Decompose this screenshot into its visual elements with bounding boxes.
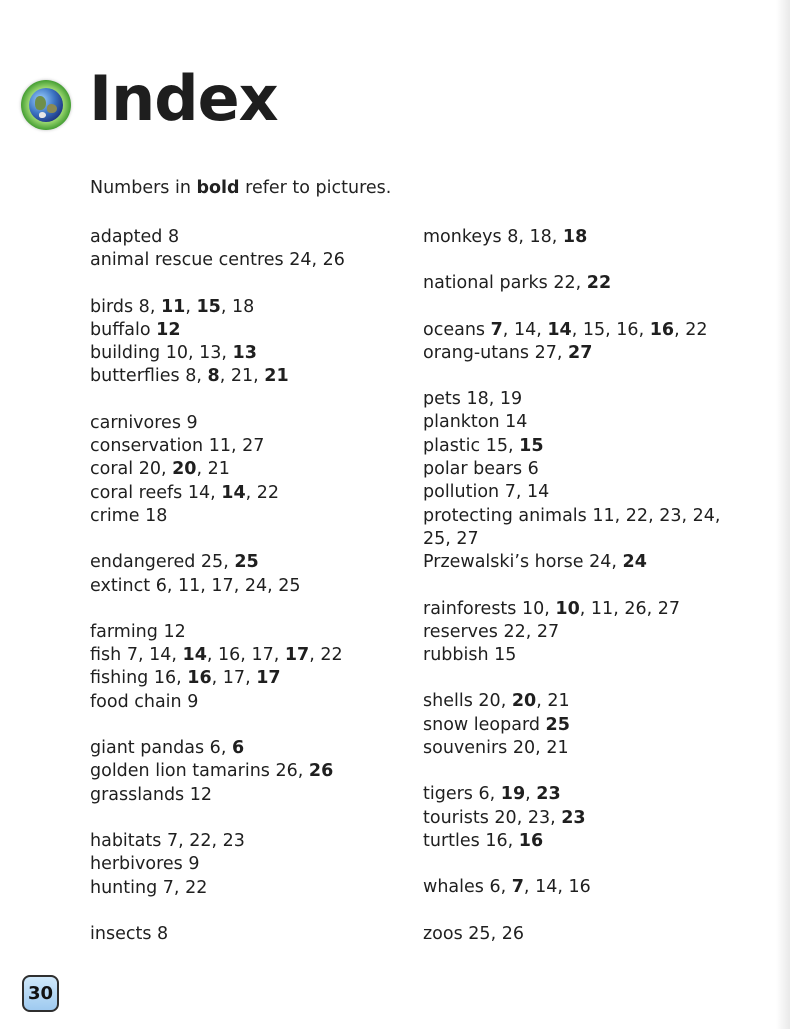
index-entry: giant pandas 6, 6	[90, 738, 245, 759]
index-entry	[90, 853, 345, 876]
index-entry	[423, 644, 723, 667]
index-entry	[90, 691, 345, 714]
page-ref: 16	[568, 877, 591, 898]
index-entry: whales 6, 7, 14, 16	[423, 877, 591, 898]
page-ref: 18	[231, 296, 255, 317]
index-term: oceans	[423, 319, 486, 340]
index-term: endangered	[90, 552, 196, 573]
page-ref: 26	[275, 761, 298, 782]
page-ref: 25	[423, 528, 446, 549]
index-term: zoos	[423, 923, 463, 944]
picture-page-ref: 19	[500, 784, 526, 805]
index-entry: animal rescue centres 24, 26	[90, 250, 345, 271]
page-ref: 21	[230, 366, 254, 387]
index-entry: golden lion tamarins 26, 26	[90, 761, 334, 782]
index-term: pollution	[423, 482, 500, 503]
index-entry: coral reefs 14, 14, 22	[90, 482, 280, 503]
page-ref: 27	[657, 598, 681, 619]
page-ref: 15	[494, 645, 517, 666]
picture-page-ref: 23	[536, 784, 561, 805]
page-ref: 22	[320, 645, 343, 666]
index-term: orang-utans	[423, 342, 530, 363]
index-entry	[90, 226, 345, 249]
page-ref: 16	[485, 830, 508, 851]
page-ref: 15	[485, 435, 509, 456]
picture-page-ref: 17	[284, 645, 310, 666]
earth-land	[35, 96, 46, 110]
page-ref: 10	[165, 343, 188, 364]
picture-page-ref: 22	[586, 273, 612, 294]
index-term: souvenirs	[423, 738, 508, 759]
earth-land	[47, 104, 57, 113]
picture-page-ref: 20	[511, 691, 537, 712]
page-ref: 12	[163, 621, 186, 642]
page-ref: 22	[189, 830, 212, 851]
index-letter-group	[423, 598, 723, 668]
intro-bold-word: bold	[196, 178, 240, 198]
index-entry: national parks 22, 22	[423, 273, 612, 294]
index-entry: endangered 25, 25	[90, 552, 259, 573]
page-ref: 7	[126, 645, 138, 666]
index-letter-group	[90, 412, 345, 528]
page-ref: 8	[167, 227, 180, 247]
page-ref: 6	[527, 459, 539, 480]
index-term: protecting animals	[423, 505, 587, 526]
index-term: tigers	[423, 784, 473, 805]
index-term: hunting	[90, 877, 158, 898]
index-term: food chain	[90, 691, 182, 712]
picture-page-ref: 23	[561, 807, 586, 828]
index-term: giant pandas	[90, 738, 205, 759]
page-ref: 24	[289, 250, 312, 271]
index-term: coral	[90, 459, 134, 480]
page-ref: 22	[256, 482, 280, 503]
page-ref: 24	[692, 505, 715, 526]
index-term: golden lion tamarins	[90, 761, 270, 782]
page-ref: 11	[177, 575, 201, 596]
picture-page-ref: 24	[622, 552, 647, 573]
index-entry: orang-utans 27, 27	[423, 342, 593, 363]
page-ref: 10	[522, 598, 545, 619]
page-ref: 21	[207, 459, 230, 480]
index-term: buffalo	[90, 319, 151, 340]
index-column-left	[90, 226, 345, 969]
page-ref: 7	[504, 482, 516, 503]
index-entry: Przewalski’s horse 24, 24	[423, 552, 647, 573]
page-ref: 16	[616, 319, 639, 340]
index-entry: pets 18, 19	[423, 389, 523, 410]
page-ref: 9	[188, 854, 200, 875]
picture-page-ref: 16	[187, 668, 212, 689]
picture-page-ref: 12	[156, 319, 181, 340]
picture-page-ref: 16	[649, 319, 675, 340]
index-entry: protecting animals 11, 22, 23, 24, 25, 27	[423, 505, 721, 549]
index-term: animal rescue centres	[90, 250, 284, 271]
picture-page-ref: 17	[256, 668, 281, 689]
page-ref: 25	[200, 552, 224, 573]
page-ref: 14	[505, 412, 528, 433]
page-ref: 17	[222, 668, 246, 689]
index-term: plastic	[423, 435, 481, 456]
page-ref: 14	[513, 319, 537, 340]
index-entry: birds 8, 11, 15, 18	[90, 296, 255, 317]
page-ref: 18	[466, 389, 489, 410]
index-column-right	[423, 226, 723, 969]
index-entry: building 10, 13, 13	[90, 343, 257, 364]
index-letter-group	[423, 876, 723, 899]
index-term: monkeys	[423, 227, 502, 247]
index-term: reserves	[423, 621, 498, 642]
index-entry: hunting 7, 22	[90, 877, 208, 898]
index-letter-group	[90, 923, 345, 946]
page-ref: 27	[456, 528, 479, 549]
index-term: rubbish	[423, 645, 489, 666]
index-term: carnivores	[90, 412, 181, 433]
index-entry	[423, 714, 723, 737]
page-ref: 8	[507, 227, 519, 247]
page-ref: 27	[242, 436, 265, 457]
page-ref: 9	[186, 412, 198, 433]
index-entry	[423, 411, 723, 434]
index-term: turtles	[423, 830, 480, 851]
earth-image	[29, 88, 63, 122]
index-entry: extinct 6, 11, 17, 24, 25	[90, 575, 301, 596]
index-entry: tigers 6, 19, 23	[423, 784, 561, 805]
page-ref: 12	[189, 784, 213, 805]
page-ref: 11	[592, 505, 615, 526]
page-ref: 20	[138, 459, 161, 480]
index-letter-group	[423, 690, 723, 760]
page-ref: 22	[503, 621, 526, 642]
index-entry: conservation 11, 27	[90, 436, 265, 457]
index-entry	[90, 412, 345, 435]
index-entry: pollution 7, 14	[423, 482, 550, 503]
index-letter-group	[423, 319, 723, 366]
index-term: crime	[90, 505, 140, 526]
picture-page-ref: 14	[547, 319, 572, 340]
index-entry: plastic 15, 15	[423, 435, 544, 456]
index-term: extinct	[90, 575, 151, 596]
index-entry: coral 20, 20, 21	[90, 459, 230, 480]
page-ref: 26	[322, 250, 345, 271]
index-term: coral reefs	[90, 482, 183, 503]
index-letter-group	[90, 296, 345, 389]
index-term: grasslands	[90, 784, 185, 805]
page-ref: 19	[499, 389, 523, 410]
page-ref: 11	[208, 436, 231, 457]
index-letter-group	[423, 923, 723, 946]
index-entry: habitats 7, 22, 23	[90, 830, 245, 851]
index-entry: monkeys 8, 18, 18	[423, 227, 588, 247]
page-ref: 23	[659, 505, 682, 526]
page-ref: 6	[478, 784, 490, 805]
picture-page-ref: 18	[562, 227, 588, 247]
index-letter-group	[90, 830, 345, 900]
page-ref: 25	[278, 575, 301, 596]
index-entry: shells 20, 20, 21	[423, 691, 570, 712]
page-ref: 7	[166, 830, 179, 851]
page-ref: 20	[494, 807, 517, 828]
index-term: national parks	[423, 273, 548, 294]
picture-page-ref: 8	[207, 366, 220, 387]
picture-page-ref: 15	[196, 296, 221, 317]
page-ref: 27	[536, 621, 560, 642]
page-ref: 21	[546, 738, 569, 759]
page-ref: 22	[685, 319, 708, 340]
picture-page-ref: 14	[182, 645, 207, 666]
page-ref: 11	[590, 598, 614, 619]
page-ref: 8	[138, 296, 150, 317]
picture-page-ref: 21	[264, 366, 289, 387]
index-term: shells	[423, 691, 473, 712]
index-entry: tourists 20, 23, 23	[423, 807, 586, 828]
page-ref: 17	[211, 575, 234, 596]
picture-page-ref: 15	[519, 435, 544, 456]
earth-cloud	[39, 112, 46, 118]
page-ref: 25	[468, 923, 491, 944]
picture-page-ref: 13	[232, 343, 257, 364]
page-ref: 26	[624, 598, 647, 619]
page-ref: 20	[512, 738, 536, 759]
index-letter-group	[90, 621, 345, 714]
index-term: fish	[90, 645, 122, 666]
index-term: butterflies	[90, 366, 180, 387]
index-entry	[90, 923, 345, 946]
page-number-badge: 30	[22, 975, 59, 1012]
page-ref: 8	[185, 366, 197, 387]
index-term: adapted	[90, 227, 163, 247]
index-entry: reserves 22, 27	[423, 621, 560, 642]
picture-page-ref: 27	[568, 342, 593, 363]
page-ref: 7	[162, 877, 174, 898]
index-letter-group	[90, 737, 345, 807]
page-title: Index	[89, 62, 278, 135]
index-term: habitats	[90, 830, 162, 851]
page-ref: 24	[244, 575, 268, 596]
page-ref: 24	[589, 552, 612, 573]
index-intro	[90, 178, 391, 198]
index-entry: fishing 16, 16, 17, 17	[90, 668, 281, 689]
index-entry: butterflies 8, 8, 21, 21	[90, 366, 289, 387]
index-entry: fish 7, 14, 14, 16, 17, 17, 22	[90, 645, 343, 666]
index-term: insects	[90, 923, 152, 944]
page-ref: 6	[155, 575, 167, 596]
index-letter-group	[423, 783, 723, 853]
index-term: fishing	[90, 668, 149, 689]
page-ref: 18	[529, 227, 552, 247]
index-term: polar bears	[423, 459, 523, 480]
picture-page-ref: 6	[231, 738, 245, 759]
index-term: whales	[423, 877, 484, 898]
page-ref: 27	[534, 342, 557, 363]
page-ref: 15	[582, 319, 606, 340]
page-edge-shadow	[776, 0, 790, 1029]
page-ref: 14	[149, 645, 172, 666]
picture-page-ref: 14	[221, 482, 246, 503]
index-entry: souvenirs 20, 21	[423, 738, 569, 759]
index-entry	[423, 458, 723, 481]
index-letter-group	[423, 272, 723, 295]
page-ref: 20	[478, 691, 501, 712]
picture-page-ref: 20	[172, 459, 197, 480]
picture-page-ref: 16	[518, 830, 544, 851]
picture-page-ref: 10	[555, 598, 580, 619]
page-ref: 17	[251, 645, 274, 666]
page-ref: 16	[218, 645, 241, 666]
picture-page-ref: 25	[234, 552, 259, 573]
page-ref: 9	[187, 691, 199, 712]
page-ref: 21	[547, 691, 570, 712]
page-ref: 23	[527, 807, 551, 828]
page-ref: 22	[185, 877, 208, 898]
page-ref: 26	[501, 923, 524, 944]
page-ref: 8	[157, 923, 169, 944]
index-entry: turtles 16, 16	[423, 830, 544, 851]
index-term: Przewalski’s horse	[423, 552, 584, 573]
index-entry: oceans 7, 14, 14, 15, 16, 16, 22	[423, 319, 708, 340]
index-entry	[90, 319, 345, 342]
index-term: pets	[423, 389, 461, 410]
index-entry: zoos 25, 26	[423, 923, 524, 944]
page-ref: 13	[199, 343, 222, 364]
page-ref: 23	[222, 830, 245, 851]
index-letter-group	[90, 226, 345, 273]
index-term: plankton	[423, 412, 500, 433]
page-ref: 14	[527, 482, 550, 503]
index-entry	[90, 505, 345, 528]
index-entry: rainforests 10, 10, 11, 26, 27	[423, 598, 681, 619]
page-ref: 6	[209, 738, 221, 759]
intro-text-after: refer to pictures.	[239, 178, 392, 198]
index-term: conservation	[90, 436, 204, 457]
page-ref: 22	[553, 273, 576, 294]
intro-text-before: Numbers in	[90, 178, 197, 198]
picture-page-ref: 7	[490, 319, 503, 340]
index-term: herbivores	[90, 854, 183, 875]
picture-page-ref: 7	[511, 877, 524, 898]
index-term: rainforests	[423, 598, 517, 619]
picture-page-ref: 25	[545, 714, 570, 735]
index-entry	[90, 784, 345, 807]
index-term: farming	[90, 621, 158, 642]
index-term: tourists	[423, 807, 489, 828]
page-ref: 6	[489, 877, 501, 898]
index-term: snow leopard	[423, 714, 540, 735]
page-ref: 22	[625, 505, 649, 526]
page-ref: 14	[535, 877, 558, 898]
index-letter-group	[423, 388, 723, 574]
page-ref: 16	[153, 668, 177, 689]
index-term: birds	[90, 296, 134, 317]
page-ref: 18	[145, 505, 168, 526]
index-term: building	[90, 343, 161, 364]
picture-page-ref: 26	[308, 761, 334, 782]
index-letter-group	[423, 226, 723, 249]
globe-icon	[21, 80, 71, 130]
page-ref: 14	[187, 482, 211, 503]
picture-page-ref: 11	[160, 296, 186, 317]
index-letter-group	[90, 551, 345, 598]
index-entry	[90, 621, 345, 644]
